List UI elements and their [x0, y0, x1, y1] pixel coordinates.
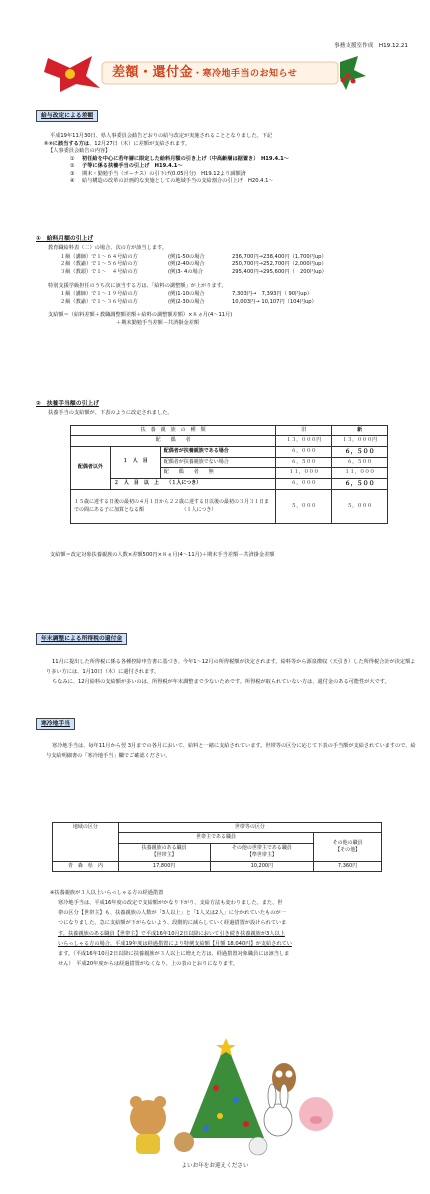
cold-paragraph: [46, 742, 416, 762]
cold-note-line: 寒冷地手当は、平成16年度の改定で支給額がかなり下がり、支給方法も変わりました。また、世: [58, 900, 283, 907]
base-salary-rows: [60, 254, 416, 277]
cold-h-col2b: 【準世帯主】: [246, 852, 277, 858]
salary-row-value: 250,700円→252,700円（2,000円up）: [232, 261, 327, 268]
christmas-tree-icon: [188, 1042, 264, 1138]
cold-h-col1-cell: [118, 843, 210, 861]
cold-note-line: いらっしゃる方の場合、平成19年度は経過措置により特例支給額【月額 18,040円】が支給されてい: [58, 940, 292, 947]
base-salary-heading: ① 給料月額の引上げ: [36, 236, 94, 242]
banner-title-main: 差額・還付金: [112, 65, 194, 80]
salary-row-example: (例)1-10の場合: [168, 291, 205, 298]
rabbit-icon: [264, 1084, 292, 1136]
cold-note: [50, 888, 420, 969]
salary-intro-2-bold: ①②に該当する方は: [44, 140, 90, 147]
recommend-item-no: ③: [70, 170, 75, 177]
footer-greeting: よいお年をお迎えください: [181, 1163, 249, 1169]
dep-h-old: 旧: [276, 426, 332, 436]
banner-title-sub: ・寒冷地手当のお知らせ: [193, 69, 298, 79]
dep-youth-new: ５，０００: [332, 490, 388, 524]
salary-intro-1: 平成19年11月30日、県人事委員会勧告どおりの給与改定が実施されることとなりました。下記: [50, 133, 273, 139]
cold-h-col1b: 【世帯主】: [151, 852, 177, 858]
recommend-item-text: 初任給を中心に若年層に限定した給料月額の引き上げ（中高齢層は据置き） H19.4.1～: [82, 155, 289, 162]
salary-intro-2: 、12月27日（木）に差額が支給されます。: [89, 140, 191, 147]
dep-spouse-old: １３，０００円: [276, 436, 332, 446]
salary-row-value: 236,700円→238,400円（1,700円up）: [232, 253, 327, 260]
dep-one-row-old: ６，０００: [276, 446, 332, 458]
salary-row-value: 295,400円→295,600円（ 200円up）: [232, 268, 327, 275]
pig-icon: [299, 1097, 333, 1131]
cold-h-col1: 扶養親族のある職員: [141, 844, 187, 851]
cold-h-other: その他の職員: [332, 839, 363, 846]
salary-row-example: (例)2-30の場合: [168, 298, 205, 305]
dep-spouse-new: １３，０００円: [332, 436, 388, 446]
cold-allowance-table: [52, 822, 382, 872]
recommend-item-no: ②: [70, 163, 75, 170]
refund-paragraph-2: ちなみに、12月給料の支給額が多いのは、所得税が年末調整まで少ないためです。所得税が取られていない方は、還付金のある可能性が大です。: [52, 678, 390, 685]
salary-row: [60, 261, 416, 269]
recommend-item: [70, 178, 416, 186]
cold-paragraph-text: 寒冷地手当は、毎年11月から翌 3月までの各月において、給料と一緒に支給されています。世帯等の区分に応じて下表の手当額が支給されていますので、給与支給明細書の「寒冷地手当」欄でご確認ください。: [46, 743, 416, 759]
recommend-title: 【人事委員会勧告の内容】: [48, 148, 111, 155]
cold-note-line: つになりました。急に支給額が下がらないよう、段階的に減らしていく経過措置が設けられていま: [58, 920, 287, 927]
cold-region: 青 森 県 内: [53, 861, 119, 871]
issuer-date: 事務支援室作成 H19.12.21: [334, 43, 408, 49]
bear-icon: [130, 1096, 166, 1154]
salary-row-grade: ２級（教諭）で１～３６号給の方: [60, 298, 138, 305]
salary-row-example: (例)1-50の場合: [168, 253, 205, 260]
base-salary-desc: 教育職給料表（二）の場合、次の方が該当します。: [48, 245, 167, 252]
recommend-item: [70, 156, 416, 164]
cold-note-line: ます。（平成16年10月2日以降に扶養親族が３人以上に増えた方は、経過措置対象職員には該当しま: [58, 950, 290, 957]
cold-h-col3: 【その他】: [335, 846, 361, 853]
recommend-item-text: 期末・勤勉手当（ボーナス）の引下げ(0.05月分) H19.12より減額済: [82, 170, 246, 177]
dep-one-label: １ 人 目: [110, 446, 160, 478]
adjustment-rows: [60, 291, 416, 306]
cold-note-lines: [58, 898, 420, 969]
section-base-salary: [36, 235, 416, 327]
dep-two-new: ６，５００: [332, 478, 388, 490]
cold-note-line: せん） 平成20年度からは経過措置がなくなり、上の表のとおりになります。: [58, 960, 238, 967]
christmas-illustration: [108, 1038, 344, 1158]
section-dependent: [36, 400, 416, 418]
base-salary-formula-2: ＋期末勤勉手当差額－共済掛金差額: [116, 319, 200, 326]
dep-two-old: ６，０００: [276, 478, 332, 490]
cold-h-head: 世帯主である職員: [118, 833, 313, 843]
cold-note-line: 帯の区分【世帯主】も、扶養親族の人数が「3人以上」と「1人又は2人」に分かれていたものが一: [58, 910, 286, 917]
banner-title: [112, 64, 297, 83]
dep-one-row-old: ６，５００: [276, 458, 332, 468]
cold-value-semi: 10,200円: [210, 861, 314, 871]
recommend-item-no: ④: [70, 178, 75, 185]
dep-spouse-label: 配 偶 者: [71, 436, 276, 446]
dependent-formula: 支給額＝改定対象扶養親族の人数×差額500円×８ヵ月(4～11月)＋期末手当差額－共済掛金差額: [50, 552, 275, 558]
dep-one-row-old: １１，０００: [276, 468, 332, 478]
cold-h-col2-cell: [210, 843, 314, 861]
dep-other-label: 配偶者以外: [71, 446, 111, 490]
recommend-item-no: ①: [70, 155, 75, 162]
salary-row-grade: １級（講師）で１～１９号給の方: [60, 291, 138, 298]
dep-one-row-new: ６，５００: [332, 446, 388, 458]
section-salary-heading: 給与改定による差額: [36, 110, 98, 122]
dep-h-new: 新: [332, 426, 388, 436]
cold-h-region: 地域の区分: [53, 823, 119, 862]
cold-value-other: 7,360円: [314, 861, 382, 871]
cold-note-line: す。扶養親族のある職員【世帯主】で平成16年10月2日以降において引き続き扶養親族が3人以上: [58, 930, 285, 937]
section-cold-heading: 寒冷地手当: [36, 718, 75, 730]
dependent-heading: ② 扶養手当額の引上げ: [36, 401, 99, 407]
salary-row-grade: ２級（教諭）で１～５６号給の方: [60, 261, 138, 268]
cold-h-house: 世帯等の区分: [118, 823, 381, 833]
dep-h-kind: 扶 養 親 族 の 種 類: [71, 426, 276, 436]
salary-row-value: 10,003円→ 10,107円（104円up）: [232, 298, 317, 305]
recommend-list: [70, 156, 416, 186]
cold-value-head: 17,800円: [118, 861, 210, 871]
dep-youth-label: １５歳に達する日後の最初の４月１日から２２歳に達する日以後の最初の３月３１日までの間にある子に加算となる額 （１人につき）: [71, 490, 276, 524]
cold-h-other-cell: [314, 833, 382, 861]
salary-row-value: 7,303円→ 7,393円（ 90円up）: [232, 291, 313, 298]
dep-one-row-new: １１，０００: [332, 468, 388, 478]
section-salary-body: [44, 133, 416, 186]
salary-row: [60, 269, 416, 277]
salary-row-grade: ３級（教頭）で１～ ４号給の方: [60, 268, 138, 275]
dep-two-label: ２ 人 目 以 上 （１人につき）: [110, 478, 275, 490]
recommend-item: [70, 163, 416, 171]
salary-row: [60, 299, 416, 307]
section-refund-heading: 年末調整による所得税の還付金: [36, 633, 127, 645]
salary-row-example: (例)2-40の場合: [168, 261, 205, 268]
recommend-item-text: 給与構造の改革の計画的な実施としての地域手当の支給割合の引上げ H20.4.1～: [82, 178, 274, 185]
dep-youth-old: ５，０００: [276, 490, 332, 524]
cold-h-col2: その他の世帯主である職員: [231, 844, 292, 851]
base-salary-formula-1: 支給額＝（給料差額＋教職調整額差額＋給料の調整額差額）×８ヵ月(4～11月): [48, 312, 233, 319]
recommend-item-text: 子等に係る扶養手当の引上げ H19.4.1～: [82, 163, 183, 170]
dep-one-row-label: 配偶者が扶養親族である場合: [160, 446, 276, 458]
dependent-table: [70, 425, 388, 524]
dep-one-row-label: 配偶者が扶養親族でない場合: [160, 458, 276, 468]
salary-row-grade: １級（講師）で１～６４号給の方: [60, 253, 138, 260]
salary-row-example: (例)3- 4の場合: [168, 268, 203, 275]
salary-row: [60, 291, 416, 299]
cold-note-title: ※扶養親族が３人以上いらっしゃる方の経過措置: [50, 890, 164, 896]
adjustment-desc: 特別支援学級担任のうち次に該当する方は、「給料の調整額」が上がります。: [48, 282, 227, 289]
dep-one-row-label: 配 偶 者 無: [160, 468, 276, 478]
dependent-desc: 扶養手当の支給額が、下表のように改定されました。: [48, 410, 173, 417]
refund-paragraph-1: 11月に提出した所得税に係る各種控除申告書に基づき、今年1～12月の所得税額が決定されます。給料等から源泉徴収（天引き）した所得税合計が決定額より多い方には、1月10日（木）に還付されます。: [46, 659, 416, 675]
section-refund-body: [46, 658, 416, 688]
dep-one-row-new: ６，５００: [332, 458, 388, 468]
